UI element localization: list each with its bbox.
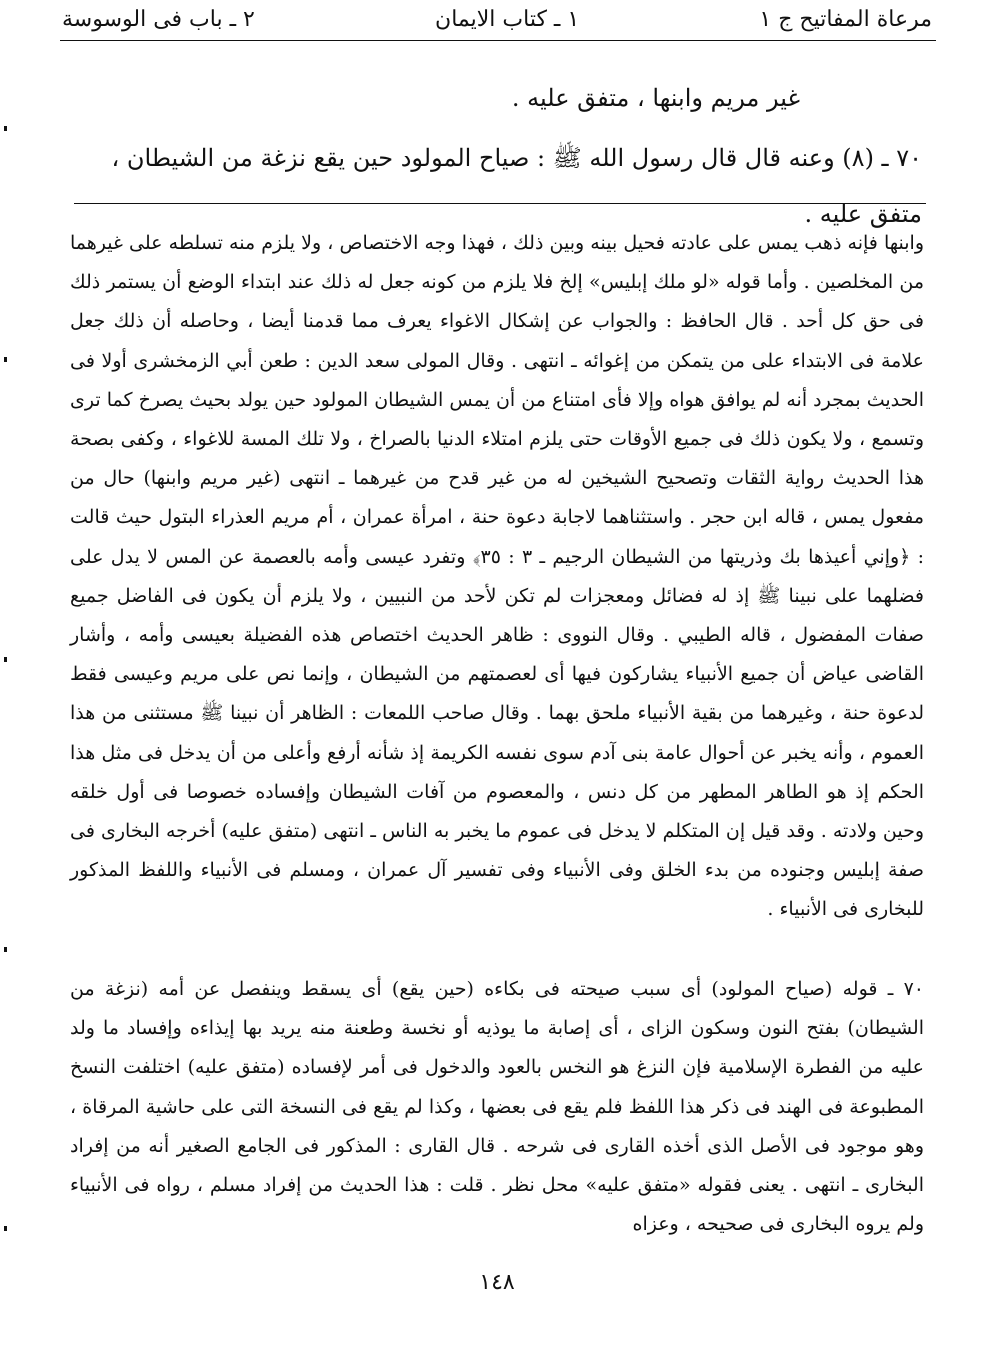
header-rule <box>60 40 936 41</box>
scan-edge-mark <box>4 947 7 952</box>
page-number: ١٤٨ <box>479 1270 515 1295</box>
scan-edge-mark <box>4 657 7 662</box>
commentary-paragraph: وابنها فإنه ذهب يمس على عادته فحيل بينه وبين ذلك ، فهذا وجه الاختصاص ، ولا يلزم منه تسلطه على غيرهما من المخلصين . وأما قوله «لو ملك إبليس» إلخ فلا يلزم من كونه جعل له ذلك عند ابتداء الوضع أن يستمر ذلك فى حق كل أحد . قال الحافظ : والجواب عن إشكال الاغواء يعرف مما قدمنا أيضا ، وحاصله أن ذلك جعل علامة فى الابتداء على من يتمكن من إغوائه ـ انتهى . وقال المولى سعد الدين : طعن أبي الزمخشرى أولا فى الحديث بمجرد أنه لم يوافق هواه وإلا فأى امتناع من أن يمس الشيطان المولود حين يولد بحيث يصرخ كما ترى وتسمع ، ولا يكون ذلك فى جميع الأوقات حتى يلزم امتلاء الدنيا بالصراخ ، ولا تلك المسة للاغواء ، وكفى بصحة هذا الحديث رواية الثقات وتصحيح الشيخين له من غير قدح من غيرهما ـ انتهى (غير مريم وابنها) حال من مفعول يمس ، قاله ابن حجر . واستثناهما لاجابة دعوة حنة ، امرأة عمران ، أم مريم العذراء البتول حيث قالت : ﴿وإني أعيذها بك وذريتها من الشيطان الرجيم ـ ٣ : ٣٥﴾ وتفرد عيسى وأمه بالعصمة عن المس لا يدل على فضلهما على نبينا ﷺ إذ له فضائل ومعجزات لم تكن لأحد من النبيين ، ولا يلزم أن يكون فى الفاضل جميع صفات المفضول ، قاله الطيبي . وقال النووى : ظاهر الحديث اختصاص هذه الفضيلة بعيسى وأمه ، وأشار القاضى عياض أن جميع الأنبياء يشاركون فيها أى لعصمتهم من الشيطان ، وإنما نص على مريم وعيسى فقط لدعوة حنة ، وغيرهما من بقية الأنبياء ملحق بهما . وقال صاحب اللمعات : الظاهر أن نبينا ﷺ مستثنى من هذا العموم ، وأنه يخبر عن أحوال عامة بنى آدم سوى نفسه الكريمة إذ شأنه أرفع وأعلى من أن يدخل فى مثل هذا الحكم إذ هو الطاهر المطهر من كل دنس ، والمعصوم من آفات الشيطان وإفساده خصوصا فى أول خلقه وحين ولادته . وقد قيل إن المتكلم لا يدخل فى عموم ما يخبر به الناس ـ انتهى (متفق عليه) أخرجه البخارى فى صفة إبليس وجنوده من بدء الخلق وفى الأنبياء وفى تفسير آل عمران ، ومسلم فى الأنبياء واللفظ المذكور للبخارى فى الأنبياء . <box>70 232 924 921</box>
scan-edge-mark <box>4 126 7 131</box>
header-book-title: مرعاة المفاتيح ج ١ <box>759 6 932 32</box>
header-chapter-title: ١ ـ كتاب الايمان <box>435 6 580 32</box>
header-section-title: ٢ ـ باب فى الوسوسة <box>62 6 255 32</box>
running-header <box>62 0 932 38</box>
hadith-text-end: غير مريم وابنها ، متفق عليه . <box>511 84 800 112</box>
scan-edge-mark <box>4 1226 7 1231</box>
text-commentary-divider <box>74 203 926 204</box>
commentary-paragraph-70: ٧٠ ـ قوله (صياح المولود) أى سبب صيحته فى بكاءه (حين يقع) أى يسقط وينفصل عن أمه (نزغة من الشيطان) بفتح النون وسكون الزاى ، أى إصابة ما يوذيه أو نخسة وطعنة منه يريد بها إيذاءه وإفساد ما ولد عليه من الفطرة الإسلامية فإن النزغ هو النخس بالعود والدخول فى أمر لإفساده (متفق عليه) اختلفت النسخ المطبوعة فى الهند فى ذكر هذا اللفظ فلم يقع فى بعضها ، وكذا لم يقع فى النسخة التى على حاشية المرقاة ، وهو موجود فى الأصل الذى أخذه القارى فى شرحه . قال القارى : المذكور فى الجامع الصغير أنه من إفراد البخارى ـ انتهى . يعنى فقوله «متفق عليه» محل نظر . قلت : هذا الحديث من إفراد مسلم ، رواه فى الأنبياء ولم يروه البخارى فى صحيحه ، وعزاه <box>70 978 924 1236</box>
scan-edge-mark <box>4 357 7 362</box>
hadith-text-70: ٧٠ ـ (٨) وعنه قال قال رسول الله ﷺ : صياح المولود حين يقع نزغة من الشيطان ، متفق عليه . <box>111 144 922 228</box>
